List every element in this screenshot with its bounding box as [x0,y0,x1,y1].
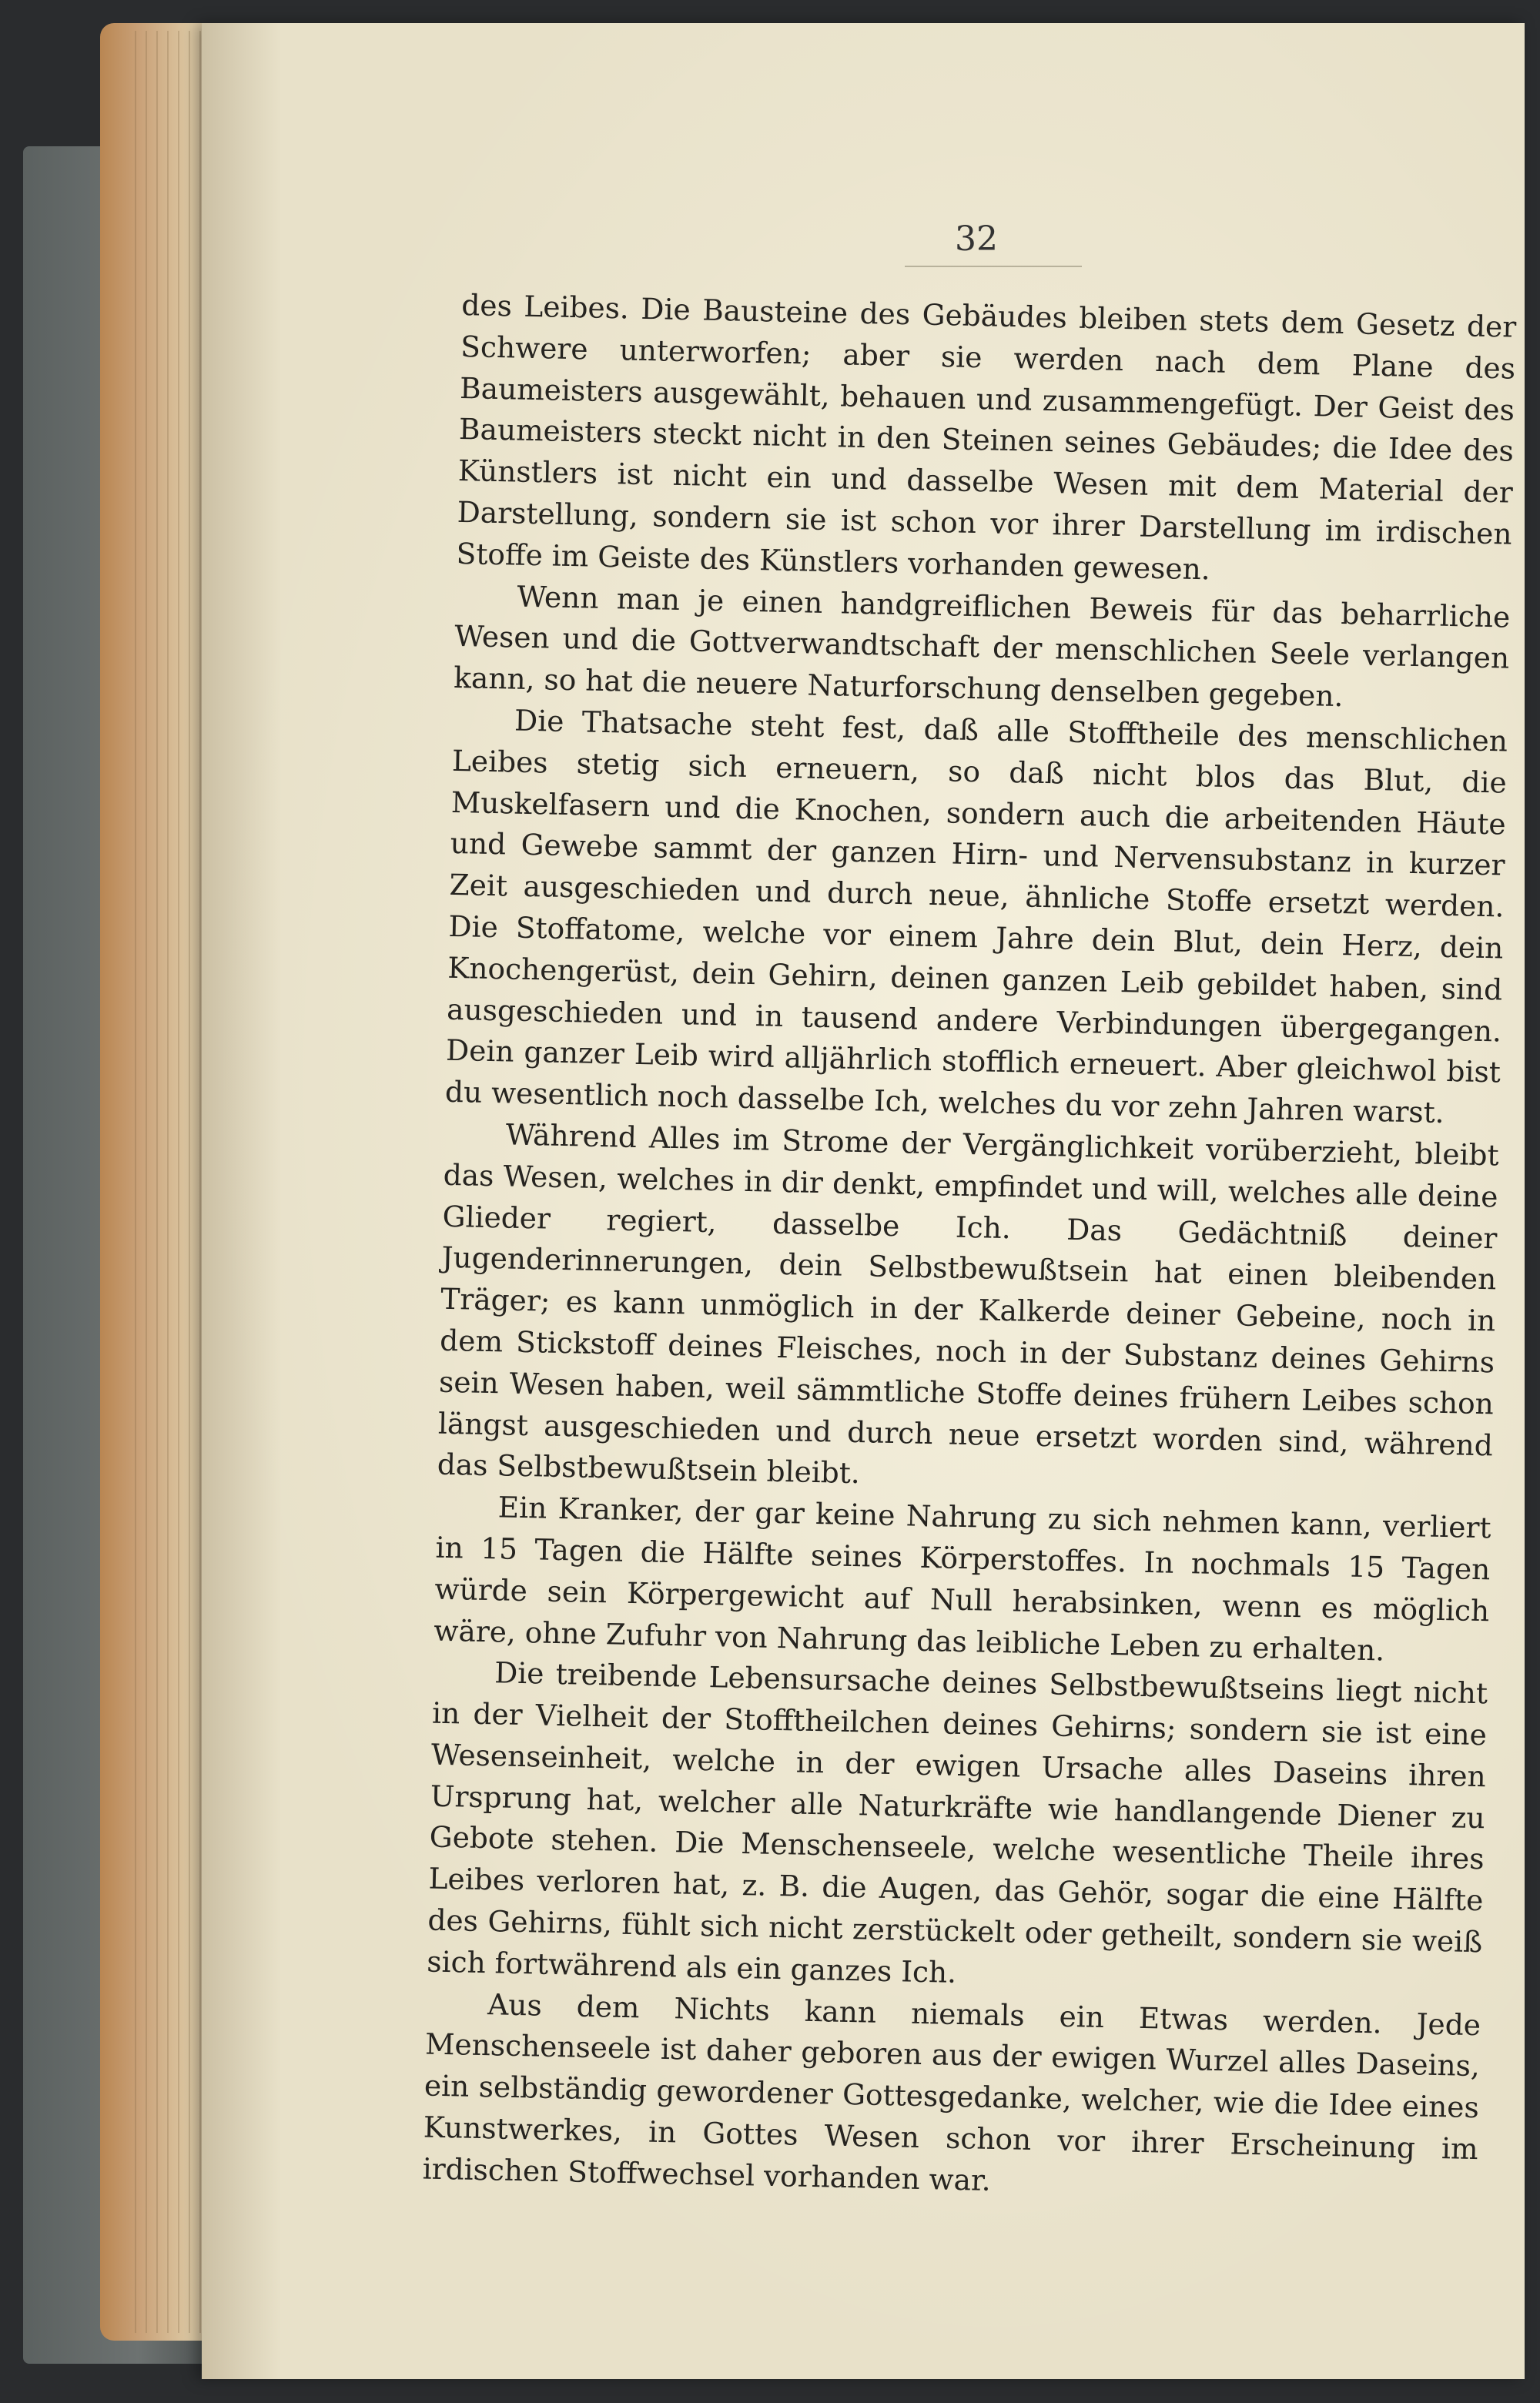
body-text [422,285,1517,2212]
paragraph: des Leibes. Die Bausteine des Gebäudes bleiben stets dem Gesetz der Schwere unterworfen; aber sie werden nach dem Plane des Baumeisters ausgewählt, behauen und zusammengefügt. Der Geist des Baumeisters steckt nicht in den Steinen seines Gebäudes; die Idee des Künstlers ist nicht ein und dasselbe Wesen mit dem Material der Darstellung, sondern sie ist schon vor ihrer Darstellung im irdischen Stoffe im Geiste des Künstlers vorhanden gewesen. [456,287,1517,587]
paragraph: Wenn man je einen handgreiflichen Beweis für das beharrliche Wesen und die Gottverwandtschaft der menschlichen Seele verlangen kann, so hat die neuere Naturforschung denselben gegeben. [453,579,1511,714]
paragraph: Die Thatsache steht fest, daß alle Stofftheile des menschlichen Leibes stetig sich erneuern, so daß nicht blos das Blut, die Muskelfasern und die Knochen, sondern auch die arbeitenden Häute und Gewebe sammt der ganzen Hirn- und Nervensubstanz in kurzer Zeit ausgeschieden und durch neue, ähnliche Stoffe ersetzt werden. Die Stoffatome, welche vor einem Jahre dein Blut, dein Herz, dein Knochengerüst, dein Gehirn, deinen ganzen Leib gebildet haben, sind ausgeschieden und in tausend andere Verbindungen übergegangen. Dein ganzer Leib wird alljährlich stofflich erneuert. Aber gleichwol bist du wesentlich noch dasselbe Ich, welches du vor zehn Jahren warst. [444,703,1508,1130]
page-number: 32 [955,219,998,259]
page-number-rule [905,266,1082,267]
paragraph: Die treibende Lebensursache deines Selbstbewußtseins liegt nicht in der Vielheit der Stofftheilchen deines Gehirns; sondern sie ist eine Wesenseinheit, welche in der ewigen Ursache alles Daseins ihren Ursprung hat, welcher alle Naturkräfte wie handlangende Diener zu Gebote stehen. Die Menschenseele, welche wesentliche Theile ihres Leibes verloren hat, z. B. die Augen, das Gehör, sogar die eine Hälfte des Gehirns, fühlt sich nicht zerstückelt oder getheilt, sondern sie weiß sich fortwährend als ein ganzes Ich. [426,1655,1488,1990]
paragraph: Während Alles im Strome der Vergänglichkeit vorüberzieht, bleibt das Wesen, welches in dir denkt, empfindet und will, welches alle deine Glieder regiert, dasselbe Ich. Das Gedächtniß deiner Jugenderinnerungen, dein Selbstbewußtsein hat einen bleibenden Träger; es kann unmöglich in der Kalkerde deiner Gebeine, noch in dem Stickstoff deines Fleisches, noch in der Substanz deines Gehirns sein Wesen haben, weil sämmtliche Stoffe deines frühern Leibes schon längst ausgeschieden und durch neue ersetzt worden sind, während das Selbstbewußtsein bleibt. [437,1117,1500,1491]
paragraph: Ein Kranker, der gar keine Nahrung zu sich nehmen kann, verliert in 15 Tagen die Hälfte seines Körperstoffes. In nochmals 15 Tagen würde sein Körpergewicht auf Null herabsinken, wenn es möglich wäre, ohne Zufuhr von Nahrung das leibliche Leben zu erhalten. [433,1490,1491,1667]
paragraph: Aus dem Nichts kann niemals ein Etwas werden. Jede Menschenseele ist daher geboren aus der ewigen Wurzel alles Daseins, ein selbständig gewordener Gottesgedanke, welcher, wie die Idee eines Kunstwerkes, in Gottes Wesen schon vor ihrer Erscheinung im irdischen Stoffwechsel vorhanden war. [422,1986,1481,2197]
